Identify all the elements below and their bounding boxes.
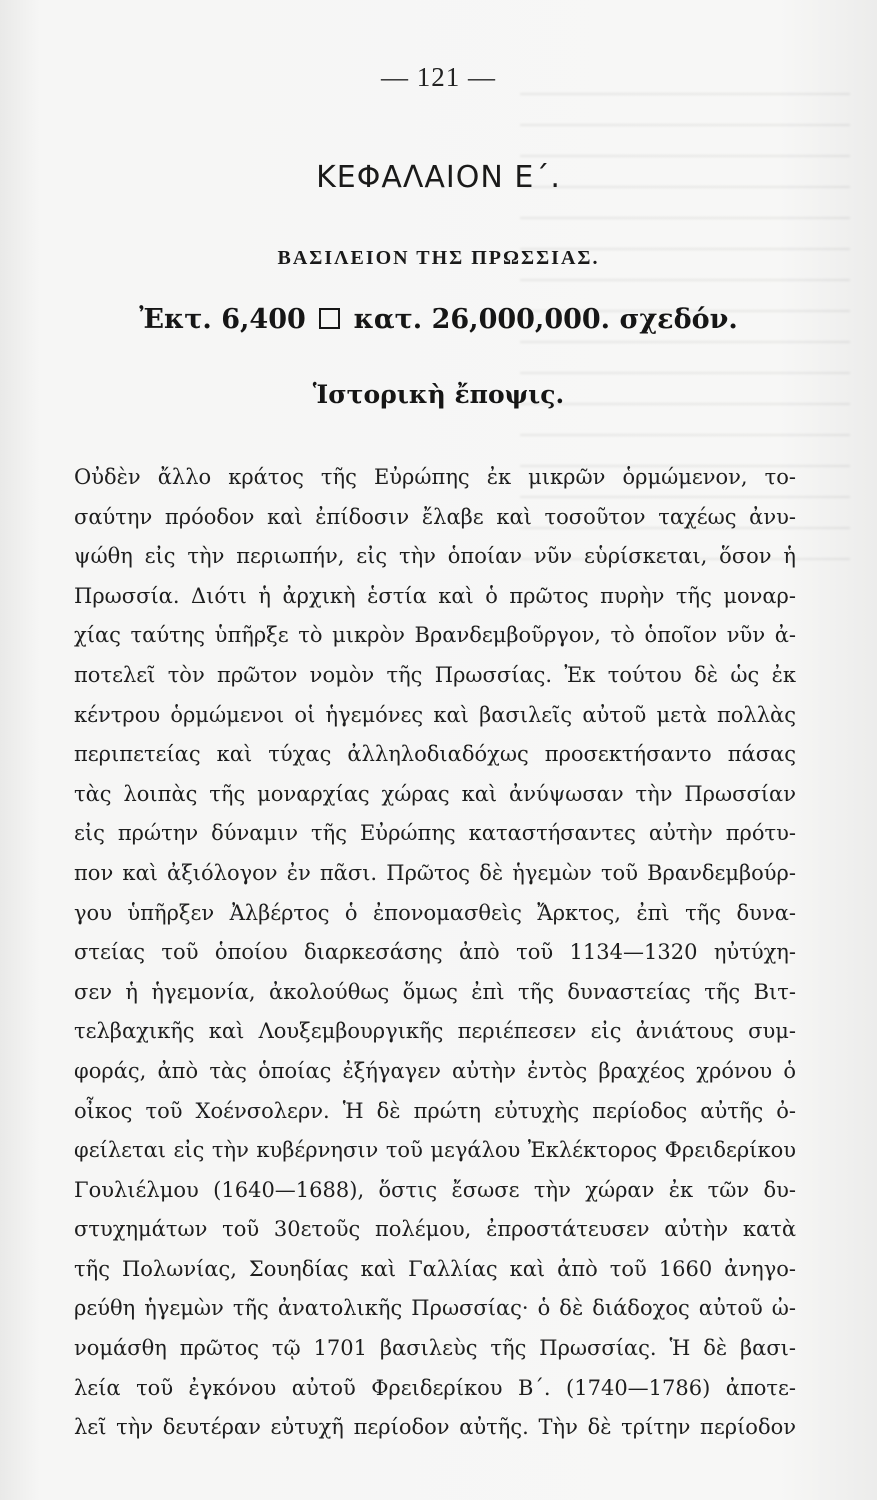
- text-line: σεν ἡ ἡγεμονία, ἀκολούθως ὅμως ἐπὶ τῆς δυναστείας τῆς Βιτ-: [74, 979, 796, 1004]
- area-value: 6,400: [221, 304, 306, 335]
- approx-label: σχεδόν.: [619, 304, 738, 335]
- text-line: λεῖ τὴν δευτέραν εὐτυχῆ περίοδον αὐτῆς. Τὴν δὲ τρίτην περίοδον: [74, 1415, 796, 1440]
- text-line: νομάσθη πρῶτος τῷ 1701 βασιλεὺς τῆς Πρωσσίας. Ἡ δὲ βασι-: [74, 1336, 796, 1361]
- text-line: φείλεται εἰς τὴν κυβέρνησιν τοῦ μεγάλου Ἐκλέκτορος Φρειδερίκου: [74, 1138, 796, 1163]
- population-value: 26,000,000.: [431, 304, 611, 335]
- text-line: κέντρου ὁρμώμενοι οἱ ἡγεμόνες καὶ βασιλεῖς αὐτοῦ μετὰ πολλὰς: [74, 702, 796, 727]
- body-paragraph: [74, 458, 796, 1448]
- text-line: Γουλιέλμου (1640—1688), ὅστις ἔσωσε τὴν χώραν ἐκ τῶν δυ-: [74, 1177, 796, 1202]
- text-line: οἶκος τοῦ Χοένσολερν. Ἡ δὲ πρώτη εὐτυχὴς περίοδος αὐτῆς ὀ-: [74, 1098, 796, 1123]
- text-line: εἰς πρώτην δύναμιν τῆς Εὐρώπης καταστήσαντες αὐτὴν πρότυ-: [74, 821, 796, 846]
- text-line: ρεύθη ἡγεμὼν τῆς ἀνατολικῆς Πρωσσίας· ὁ δὲ διάδοχος αὐτοῦ ὠ-: [74, 1296, 796, 1321]
- section-title: ΒΑΣΙΛΕΙΟΝ ΤΗΣ ΠΡΩΣΣΙΑΣ.: [277, 247, 600, 269]
- statistics-line: [0, 304, 877, 335]
- subheading: Ἱστορικὴ ἔποψις.: [312, 380, 565, 409]
- area-label: Ἐκτ.: [139, 304, 212, 335]
- text-line: περιπετείας καὶ τύχας ἀλληλοδιαδόχως προσεκτήσαντο πάσας: [74, 742, 796, 767]
- chapter-title: ΚΕΦΑΛΑΙΟΝ Ε΄.: [316, 160, 561, 195]
- text-line: Πρωσσία. Διότι ἡ ἀρχικὴ ἑστία καὶ ὁ πρῶτος πυρὴν τῆς μοναρ-: [74, 583, 796, 608]
- text-line: ψώθη εἰς τὴν περιωπήν, εἰς τὴν ὁποίαν νῦν εὑρίσκεται, ὅσον ἡ: [74, 544, 796, 569]
- page-number: — 121 —: [381, 62, 496, 92]
- text-line: τελβαχικῆς καὶ Λουξεμβουργικῆς περιέπεσεν εἰς ἀνιάτους συμ-: [74, 1019, 796, 1044]
- text-line: πον καὶ ἀξιόλογον ἐν πᾶσι. Πρῶτος δὲ ἡγεμὼν τοῦ Βρανδεμβούρ-: [74, 860, 796, 885]
- text-line: στείας τοῦ ὁποίου διαρκεσάσης ἀπὸ τοῦ 1134—1320 ηὐτύχη-: [74, 940, 796, 965]
- text-line: ποτελεῖ τὸν πρῶτον νομὸν τῆς Πρωσσίας. Ἐκ τούτου δὲ ὡς ἐκ: [74, 662, 796, 687]
- text-line: τῆς Πολωνίας, Σουηδίας καὶ Γαλλίας καὶ ἀπὸ τοῦ 1660 ἀνηγο-: [74, 1256, 796, 1281]
- text-line: χίας ταύτης ὑπῆρξε τὸ μικρὸν Βρανδεμβοῦργον, τὸ ὁποῖον νῦν ἀ-: [74, 623, 796, 648]
- text-line: φοράς, ἀπὸ τὰς ὁποίας ἐξήγαγεν αὐτὴν ἐντὸς βραχέος χρόνου ὁ: [74, 1058, 796, 1083]
- text-line: Οὐδὲν ἄλλο κράτος τῆς Εὐρώπης ἐκ μικρῶν ὁρμώμενον, το-: [74, 465, 796, 489]
- text-line: σαύτην πρόοδον καὶ ἐπίδοσιν ἔλαβε καὶ τοσοῦτον ταχέως ἀνυ-: [74, 504, 796, 529]
- population-label: κατ.: [353, 304, 423, 335]
- text-line: λεία τοῦ ἐγκόνου αὐτοῦ Φρειδερίκου Β΄. (1740—1786) ἀποτε-: [74, 1375, 796, 1400]
- text-line: στυχημάτων τοῦ 30ετοῦς πολέμου, ἐπροστάτευσεν αὐτὴν κατὰ: [74, 1217, 796, 1242]
- text-line: γου ὑπῆρξεν Ἀλβέρτος ὁ ἐπονομασθεὶς Ἄρκτος, ἐπὶ τῆς δυνα-: [74, 900, 796, 925]
- square-icon: [319, 308, 340, 329]
- text-line: τὰς λοιπὰς τῆς μοναρχίας χώρας καὶ ἀνύψωσαν τὴν Πρωσσίαν: [74, 781, 796, 806]
